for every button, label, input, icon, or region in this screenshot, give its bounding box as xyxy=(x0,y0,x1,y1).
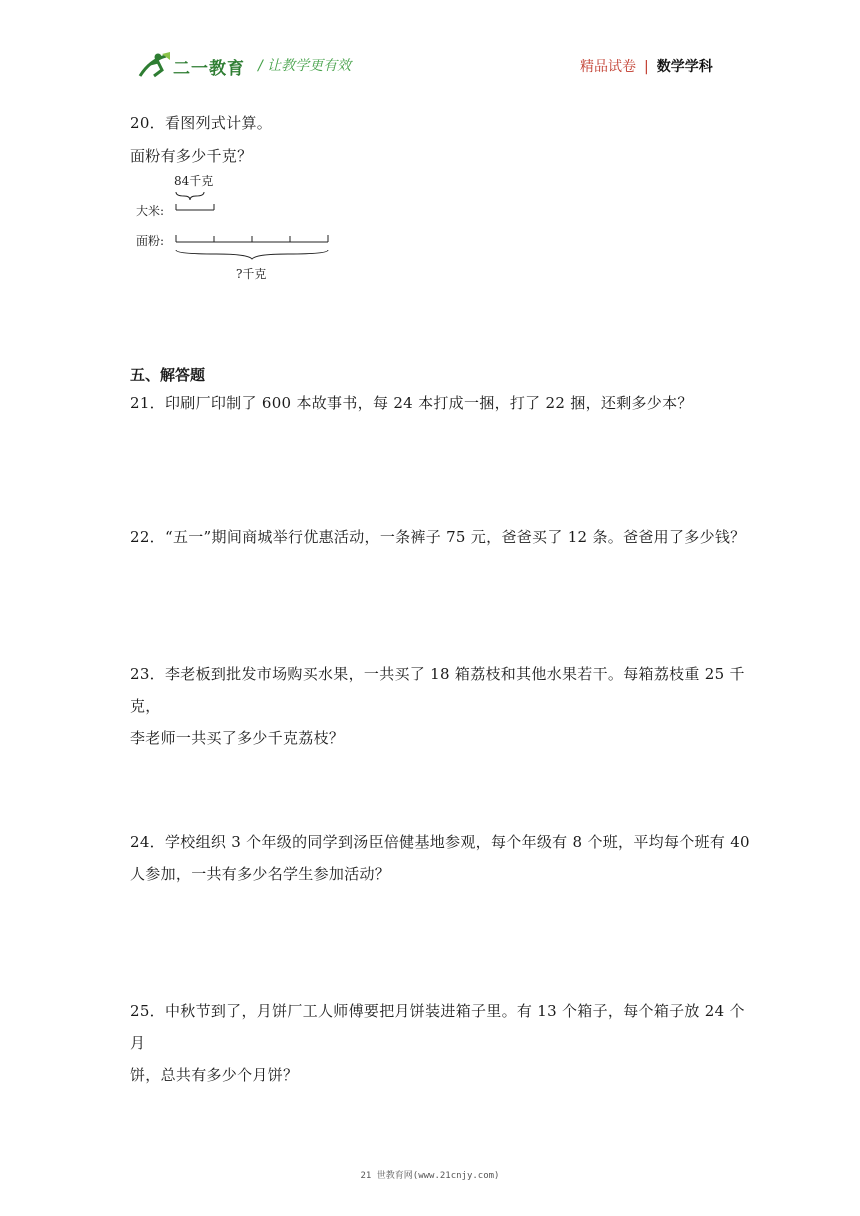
diagram-row2-label: 面粉: xyxy=(136,234,165,248)
line-segment-diagram xyxy=(130,170,350,290)
tag-premium: 精品试卷 xyxy=(580,59,636,75)
tag-subject: 数学学科 xyxy=(656,59,713,75)
question-24-line1: 24．学校组织 3 个年级的同学到汤臣倍健基地参观，每个年级有 8 个班，平均每个班有 40 xyxy=(130,833,750,851)
diagram-row1-label: 大米: xyxy=(136,204,165,218)
top-brace xyxy=(176,192,204,200)
question-25-line2: 饼，总共有多少个月饼？ xyxy=(130,1066,299,1084)
rice-segment xyxy=(176,204,214,210)
header-tags xyxy=(580,56,713,76)
footer: 21 世教育网(www.21cnjy.com) xyxy=(360,1171,500,1181)
question-23-line2: 李老师一共买了多少千克荔枝？ xyxy=(130,729,345,747)
q20-question: 面粉有多少千克？ xyxy=(130,147,253,165)
question-23-line1: 23．李老板到批发市场购买水果，一共买了 18 箱荔枝和其他水果若干。每箱荔枝重 25 千克， xyxy=(130,665,745,715)
flour-segment xyxy=(176,235,328,242)
question-24 xyxy=(130,826,750,890)
question-25 xyxy=(130,995,750,1091)
section-heading: 五、解答题 xyxy=(130,366,206,384)
diagram-top-label: 84千克 xyxy=(174,174,214,188)
question-21 xyxy=(130,387,750,419)
brand-name: 二一教育 xyxy=(173,59,245,79)
question-23 xyxy=(130,658,750,754)
question-22-line1: 22．“五一”期间商城举行优惠活动，一条裤子 75 元，爸爸买了 12 条。爸爸用了多少钱？ xyxy=(130,528,746,546)
question-25-line1: 25．中秋节到了，月饼厂工人师傅要把月饼装进箱子里。有 13 个箱子，每个箱子放 24 个月 xyxy=(130,1002,745,1052)
question-21-line1: 21．印刷厂印制了 600 本故事书，每 24 本打成一捆，打了 22 捆，还剩多少本？ xyxy=(130,394,693,412)
bottom-brace xyxy=(176,250,328,259)
tag-separator: | xyxy=(644,59,649,75)
diagram-bottom-label: ?千克 xyxy=(236,267,267,281)
question-22 xyxy=(130,521,750,553)
question-24-line2: 人参加，一共有多少名学生参加活动？ xyxy=(130,865,391,883)
q20-title: 20．看图列式计算。 xyxy=(130,114,273,132)
slogan: / 让教学更有效 xyxy=(258,58,352,74)
